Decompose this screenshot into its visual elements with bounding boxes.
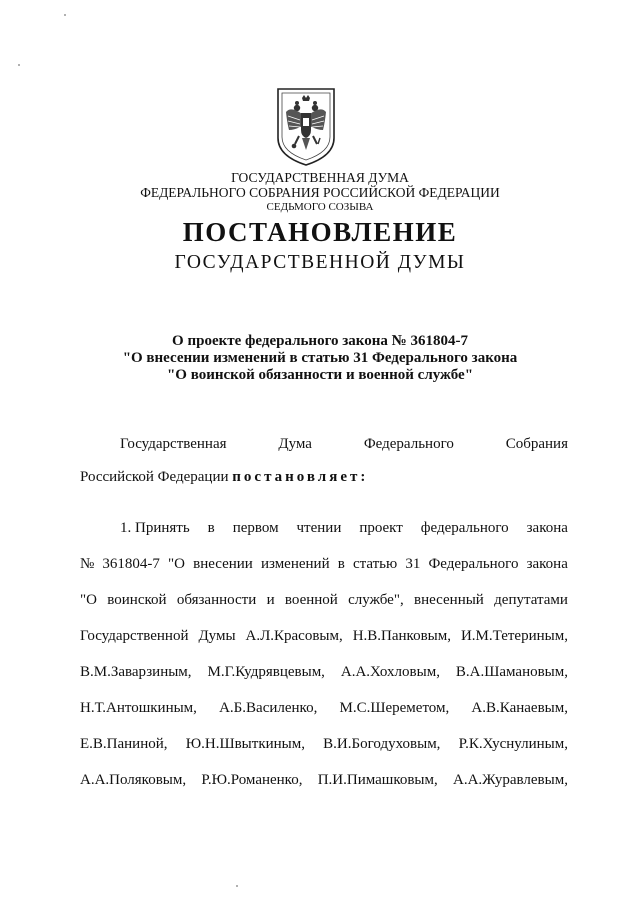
- preamble-word: Государственная: [120, 436, 227, 452]
- subject-line-3: "О воинской обязанности и военной службе": [166, 367, 474, 383]
- body-word: Государственной: [80, 628, 189, 644]
- body-word: А.А.Хохловым,: [340, 664, 440, 680]
- resolves-word: постановляет:: [232, 469, 369, 485]
- body-word: депутатами: [494, 592, 568, 608]
- body-word: В.М.Заварзиным,: [80, 664, 192, 680]
- preamble-line-1: [80, 436, 568, 453]
- body-word: Р.К.Хуснулиным,: [458, 736, 568, 752]
- body-word: "О: [80, 592, 97, 608]
- body-word: А.Л.Красовым,: [245, 628, 343, 644]
- body-line-1: [80, 520, 568, 537]
- body-word: внесенный: [414, 592, 484, 608]
- preamble-word: Дума: [278, 436, 312, 452]
- body-word: первом: [232, 520, 279, 536]
- scan-speck: [18, 64, 20, 66]
- preamble-word: Федерального: [363, 436, 454, 452]
- body-word: статью: [352, 556, 398, 572]
- header-line-federal-assembly: ФЕДЕРАЛЬНОГО СОБРАНИЯ РОССИЙСКОЙ ФЕДЕРАЦИИ: [140, 185, 500, 200]
- body-word: А.А.Поляковым,: [80, 772, 187, 788]
- body-word: федерального: [420, 520, 509, 536]
- body-word: внесении: [193, 556, 253, 572]
- russian-double-headed-eagle-icon: [275, 86, 337, 168]
- preamble-text: Российской Федерации: [80, 469, 229, 485]
- body-line-4: [80, 628, 568, 645]
- body-word: 31: [405, 556, 421, 572]
- body-word: Е.В.Паниной,: [80, 736, 168, 752]
- body-word: Ю.Н.Швыткиным,: [185, 736, 305, 752]
- body-word: Федерального: [428, 556, 519, 572]
- subject-line-2: "О внесении изменений в статью 31 Федерального закона: [122, 350, 518, 366]
- body-word: чтении: [296, 520, 342, 536]
- body-word: П.И.Пимашковым,: [317, 772, 438, 788]
- document-title: ПОСТАНОВЛЕНИЕ: [182, 217, 458, 247]
- body-word: изменений: [260, 556, 330, 572]
- body-word: военной: [284, 592, 338, 608]
- body-word: М.Г.Кудрявцевым,: [207, 664, 325, 680]
- body-line-8: [80, 772, 568, 789]
- preamble-word: Собрания: [505, 436, 568, 452]
- body-word: А.Б.Василенко,: [219, 700, 318, 716]
- header-line-duma: ГОСУДАРСТВЕННАЯ ДУМА: [231, 170, 409, 185]
- body-word: "О: [168, 556, 185, 572]
- body-word: закона: [526, 556, 568, 572]
- subject-line-1: О проекте федерального закона № 361804-7: [172, 333, 468, 349]
- body-word: Н.Т.Антошкиным,: [80, 700, 197, 716]
- body-word: 361804-7: [102, 556, 160, 572]
- body-line-5: [80, 664, 568, 681]
- body-word: И.М.Тетериным,: [460, 628, 568, 644]
- body-word: А.В.Канаевым,: [471, 700, 568, 716]
- body-line-3: [80, 592, 568, 609]
- body-word: в: [207, 520, 215, 536]
- body-word: Р.Ю.Романенко,: [201, 772, 303, 788]
- body-word: в: [337, 556, 345, 572]
- body-word: М.С.Шереметом,: [339, 700, 450, 716]
- body-word: 1. Принять: [120, 520, 190, 536]
- body-word: закона: [526, 520, 568, 536]
- preamble-line-2: [80, 469, 568, 486]
- scan-speck: [64, 14, 66, 16]
- body-word: №: [80, 556, 95, 572]
- body-word: обязанности: [176, 592, 257, 608]
- document-subtitle: ГОСУДАРСТВЕННОЙ ДУМЫ: [174, 252, 466, 273]
- body-word: В.А.Шамановым,: [455, 664, 568, 680]
- body-word: проект: [359, 520, 403, 536]
- body-word: Думы: [198, 628, 236, 644]
- body-word: службе",: [348, 592, 404, 608]
- scan-speck: [236, 885, 238, 887]
- body-word: и: [266, 592, 275, 608]
- header-line-convocation: СЕДЬМОГО СОЗЫВА: [266, 201, 374, 213]
- body-word: воинской: [107, 592, 167, 608]
- body-word: В.И.Богодуховым,: [323, 736, 441, 752]
- body-line-7: [80, 736, 568, 753]
- body-line-2: [80, 556, 568, 573]
- body-word: А.А.Журавлевым,: [453, 772, 568, 788]
- body-word: Н.В.Панковым,: [352, 628, 451, 644]
- body-line-6: [80, 700, 568, 717]
